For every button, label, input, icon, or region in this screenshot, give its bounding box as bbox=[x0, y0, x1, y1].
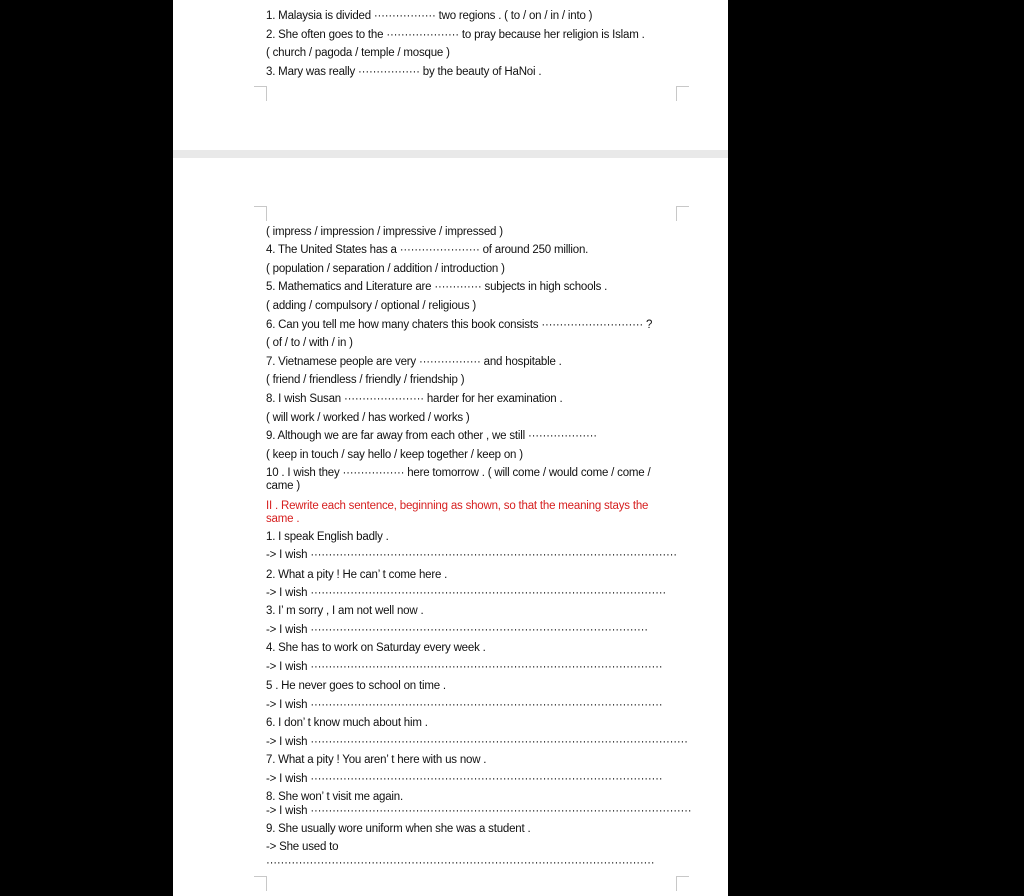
question-line: 2. What a pity ! He can’ t come here . bbox=[266, 569, 448, 581]
answer-line: -> I wish ································································································· bbox=[266, 699, 663, 711]
question-line: 5. Mathematics and Literature are ············· subjects in high schools . bbox=[266, 281, 608, 293]
options-line: came ) bbox=[266, 480, 300, 492]
question-line: 2. She often goes to the ···················· to pray because her religion is Islam . bbox=[266, 29, 645, 41]
question-line: 8. I wish Susan ······················ harder for her examination . bbox=[266, 393, 563, 405]
question-line: 9. Although we are far away from each other , we still ··················· bbox=[266, 430, 597, 442]
answer-line: -> She used to bbox=[266, 841, 339, 853]
answer-line: -> I wish ····························································································· bbox=[266, 624, 648, 636]
question-line: 4. The United States has a ······················ of around 250 million. bbox=[266, 244, 589, 256]
question-line: 3. I’ m sorry , I am not well now . bbox=[266, 605, 424, 617]
question-line: 6. Can you tell me how many chaters this book consists ···························· ? bbox=[266, 319, 653, 331]
options-line: ( will work / worked / has worked / works ) bbox=[266, 412, 470, 424]
question-line: 4. She has to work on Saturday every week . bbox=[266, 642, 486, 654]
options-line: ( adding / compulsory / optional / religious ) bbox=[266, 300, 477, 312]
options-line: ( church / pagoda / temple / mosque ) bbox=[266, 47, 450, 59]
question-line: 1. I speak English badly . bbox=[266, 531, 389, 543]
page-gap bbox=[173, 150, 728, 158]
answer-line: -> I wish ·································································································· bbox=[266, 587, 667, 599]
answer-line: ··········································································································· bbox=[266, 857, 655, 869]
question-line: 1. Malaysia is divided ················· two regions . ( to / on / in / into ) bbox=[266, 10, 593, 22]
answer-line: -> I wish ····································································································· bbox=[266, 549, 677, 561]
crop-mark-bottom-right bbox=[676, 876, 689, 891]
crop-mark-bottom-left bbox=[254, 876, 267, 891]
question-line: 8. She won’ t visit me again. bbox=[266, 791, 403, 803]
question-line: 7. What a pity ! You aren’ t here with us now . bbox=[266, 754, 487, 766]
question-line: 5 . He never goes to school on time . bbox=[266, 680, 446, 692]
crop-mark-top-left bbox=[254, 86, 267, 101]
options-line: ( population / separation / addition / introduction ) bbox=[266, 263, 505, 275]
options-line: ( friend / friendless / friendly / friendship ) bbox=[266, 374, 465, 386]
crop-mark-top-right bbox=[676, 86, 689, 101]
answer-line: -> I wish ········································································································ bbox=[266, 736, 688, 748]
section-heading: same . bbox=[266, 513, 300, 525]
question-line: 10 . I wish they ················· here tomorrow . ( will come / would come / come / bbox=[266, 467, 651, 479]
crop-mark-top-left bbox=[254, 206, 267, 221]
options-line: ( impress / impression / impressive / impressed ) bbox=[266, 226, 503, 238]
question-line: 6. I don’ t know much about him . bbox=[266, 717, 428, 729]
options-line: ( of / to / with / in ) bbox=[266, 337, 353, 349]
section-heading: II . Rewrite each sentence, beginning as shown, so that the meaning stays the bbox=[266, 500, 649, 512]
answer-line: -> I wish ································································································· bbox=[266, 661, 663, 673]
answer-line: -> I wish ········································································································· bbox=[266, 805, 692, 817]
question-line: 7. Vietnamese people are very ················· and hospitable . bbox=[266, 356, 562, 368]
question-line: 9. She usually wore uniform when she was a student . bbox=[266, 823, 531, 835]
question-line: 3. Mary was really ················· by the beauty of HaNoi . bbox=[266, 66, 542, 78]
answer-line: -> I wish ································································································· bbox=[266, 773, 663, 785]
crop-mark-top-right bbox=[676, 206, 689, 221]
options-line: ( keep in touch / say hello / keep together / keep on ) bbox=[266, 449, 523, 461]
